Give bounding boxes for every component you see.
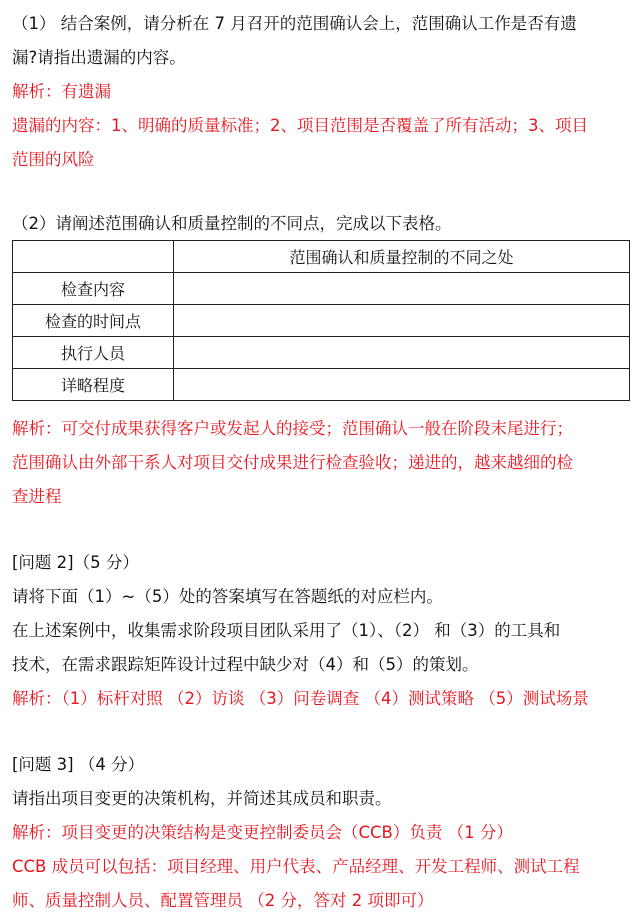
table-header-cell: 范围确认和质量控制的不同之处: [174, 241, 630, 273]
q1-answer-line-1: 解析：有遗漏: [12, 82, 111, 101]
table-row-label: 执行人员: [13, 337, 174, 369]
table-row: [13, 369, 630, 401]
q1-question-line-2: 漏?请指出遗漏的内容。: [12, 48, 186, 67]
problem2-title: [问题 2]（5 分）: [12, 553, 139, 572]
table-header-cell-empty: [13, 241, 174, 273]
table-row-value: [174, 369, 630, 401]
q2-answer-line-3: 查进程: [12, 487, 62, 506]
table-row: [13, 337, 630, 369]
problem2-line-1: 请将下面（1）~（5）处的答案填写在答题纸的对应栏内。: [12, 587, 443, 606]
table-row-value: [174, 337, 630, 369]
table-row-value: [174, 305, 630, 337]
table-row: [13, 273, 630, 305]
problem3-answer-line-1: 解析：项目变更的决策结构是变更控制委员会（CCB）负责 （1 分）: [12, 823, 513, 842]
problem3-line-1: 请指出项目变更的决策机构，并简述其成员和职责。: [12, 789, 392, 808]
problem3-answer-line-2: CCB 成员可以包括：项目经理、用户代表、产品经理、开发工程师、测试工程: [12, 857, 580, 876]
problem2-answer: 解析：（1）标杆对照 （2）访谈 （3）问卷调查 （4）测试策略 （5）测试场景: [12, 689, 589, 708]
table-row-label: 详略程度: [13, 369, 174, 401]
problem2-line-2: 在上述案例中，收集需求阶段项目团队采用了（1）、（2） 和（3）的工具和: [12, 621, 561, 640]
problem2-line-3: 技术，在需求跟踪矩阵设计过程中缺少对（4）和（5）的策划。: [12, 655, 479, 674]
q1-answer-line-3: 范围的风险: [12, 150, 95, 169]
problem3-title: [问题 3] （4 分）: [12, 755, 145, 774]
q1-answer-line-2: 遗漏的内容：1、明确的质量标准；2、项目范围是否覆盖了所有活动；3、项目: [12, 116, 588, 135]
table-row-label: 检查的时间点: [13, 305, 174, 337]
problem3-answer-line-3: 师、质量控制人员、配置管理员 （2 分，答对 2 项即可）: [12, 891, 434, 910]
table-row-value: [174, 273, 630, 305]
table-row: [13, 305, 630, 337]
q2-question: （2）请阐述范围确认和质量控制的不同点，完成以下表格。: [12, 214, 452, 233]
table-row-label: 检查内容: [13, 273, 174, 305]
q1-question-line-1: （1） 结合案例，请分析在 7 月召开的范围确认会上，范围确认工作是否有遗: [12, 14, 577, 33]
q2-answer-line-1: 解析：可交付成果获得客户或发起人的接受；范围确认一般在阶段末尾进行；: [12, 419, 573, 438]
q2-answer-line-2: 范围确认由外部干系人对项目交付成果进行检查验收；递进的，越来越细的检: [12, 453, 573, 472]
table-header-row: [13, 241, 630, 273]
comparison-table: [12, 240, 630, 401]
